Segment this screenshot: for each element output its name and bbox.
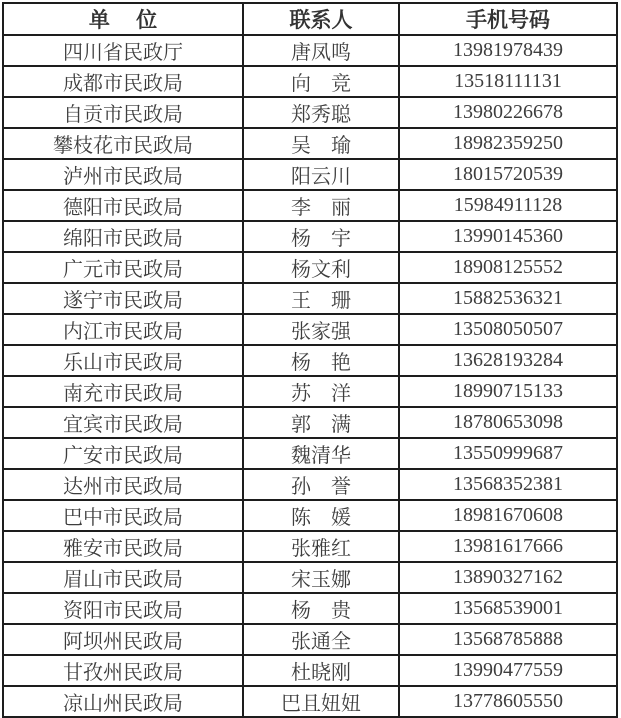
phone-cell: 13508050507	[399, 314, 617, 345]
contact-cell: 向 竞	[243, 66, 399, 97]
phone-cell: 13990145360	[399, 221, 617, 252]
contact-cell: 吴 瑜	[243, 128, 399, 159]
table-row	[3, 562, 617, 593]
phone-cell: 18780653098	[399, 407, 617, 438]
table-row	[3, 314, 617, 345]
contacts-table	[2, 2, 618, 718]
phone-cell: 18982359250	[399, 128, 617, 159]
contact-cell: 张雅红	[243, 531, 399, 562]
phone-cell: 15984911128	[399, 190, 617, 221]
contact-cell: 杨 宇	[243, 221, 399, 252]
contact-cell: 李 丽	[243, 190, 399, 221]
unit-cell: 成都市民政局	[3, 66, 243, 97]
table-row	[3, 624, 617, 655]
table-row	[3, 221, 617, 252]
phone-cell: 13628193284	[399, 345, 617, 376]
table-row	[3, 686, 617, 717]
table-body	[3, 35, 617, 717]
unit-cell: 甘孜州民政局	[3, 655, 243, 686]
table-row	[3, 469, 617, 500]
contact-cell: 陈 媛	[243, 500, 399, 531]
contact-cell: 阳云川	[243, 159, 399, 190]
table-row	[3, 283, 617, 314]
phone-cell: 18015720539	[399, 159, 617, 190]
col-header-unit: 单 位	[3, 3, 243, 35]
phone-cell: 13890327162	[399, 562, 617, 593]
contact-cell: 宋玉娜	[243, 562, 399, 593]
unit-cell: 达州市民政局	[3, 469, 243, 500]
unit-cell: 内江市民政局	[3, 314, 243, 345]
unit-cell: 眉山市民政局	[3, 562, 243, 593]
phone-cell: 13778605550	[399, 686, 617, 717]
table-row	[3, 97, 617, 128]
contact-cell: 张通全	[243, 624, 399, 655]
table-row	[3, 345, 617, 376]
unit-cell: 雅安市民政局	[3, 531, 243, 562]
unit-cell: 资阳市民政局	[3, 593, 243, 624]
table-row	[3, 35, 617, 66]
table-row	[3, 159, 617, 190]
unit-cell: 广元市民政局	[3, 252, 243, 283]
unit-cell: 攀枝花市民政局	[3, 128, 243, 159]
contact-cell: 魏清华	[243, 438, 399, 469]
phone-cell: 18908125552	[399, 252, 617, 283]
header-row	[3, 3, 617, 35]
unit-cell: 乐山市民政局	[3, 345, 243, 376]
contact-cell: 杨文利	[243, 252, 399, 283]
table-row	[3, 252, 617, 283]
unit-cell: 凉山州民政局	[3, 686, 243, 717]
phone-cell: 18990715133	[399, 376, 617, 407]
table-row	[3, 438, 617, 469]
table-header	[3, 3, 617, 35]
phone-cell: 13568785888	[399, 624, 617, 655]
phone-cell: 13990477559	[399, 655, 617, 686]
unit-cell: 泸州市民政局	[3, 159, 243, 190]
phone-cell: 13568539001	[399, 593, 617, 624]
contact-cell: 郑秀聪	[243, 97, 399, 128]
phone-cell: 13981617666	[399, 531, 617, 562]
contact-cell: 杨 贵	[243, 593, 399, 624]
table-row	[3, 66, 617, 97]
table-row	[3, 655, 617, 686]
table-row	[3, 593, 617, 624]
table-row	[3, 500, 617, 531]
unit-cell: 绵阳市民政局	[3, 221, 243, 252]
contact-cell: 杜晓刚	[243, 655, 399, 686]
unit-cell: 宜宾市民政局	[3, 407, 243, 438]
phone-cell: 13981978439	[399, 35, 617, 66]
contact-cell: 王 珊	[243, 283, 399, 314]
contact-cell: 张家强	[243, 314, 399, 345]
table-row	[3, 128, 617, 159]
phone-cell: 13568352381	[399, 469, 617, 500]
phone-cell: 15882536321	[399, 283, 617, 314]
unit-cell: 巴中市民政局	[3, 500, 243, 531]
phone-cell: 18981670608	[399, 500, 617, 531]
contact-cell: 杨 艳	[243, 345, 399, 376]
contact-cell: 郭 满	[243, 407, 399, 438]
unit-cell: 四川省民政厅	[3, 35, 243, 66]
unit-cell: 广安市民政局	[3, 438, 243, 469]
col-header-contact: 联系人	[243, 3, 399, 35]
table-row	[3, 407, 617, 438]
contact-cell: 苏 洋	[243, 376, 399, 407]
contact-cell: 孙 誉	[243, 469, 399, 500]
unit-cell: 德阳市民政局	[3, 190, 243, 221]
contact-cell: 巴且妞妞	[243, 686, 399, 717]
contact-cell: 唐凤鸣	[243, 35, 399, 66]
unit-cell: 南充市民政局	[3, 376, 243, 407]
table-row	[3, 190, 617, 221]
unit-cell: 自贡市民政局	[3, 97, 243, 128]
unit-cell: 阿坝州民政局	[3, 624, 243, 655]
col-header-phone: 手机号码	[399, 3, 617, 35]
phone-cell: 13980226678	[399, 97, 617, 128]
table-row	[3, 531, 617, 562]
table-row	[3, 376, 617, 407]
phone-cell: 13550999687	[399, 438, 617, 469]
unit-cell: 遂宁市民政局	[3, 283, 243, 314]
phone-cell: 13518111131	[399, 66, 617, 97]
